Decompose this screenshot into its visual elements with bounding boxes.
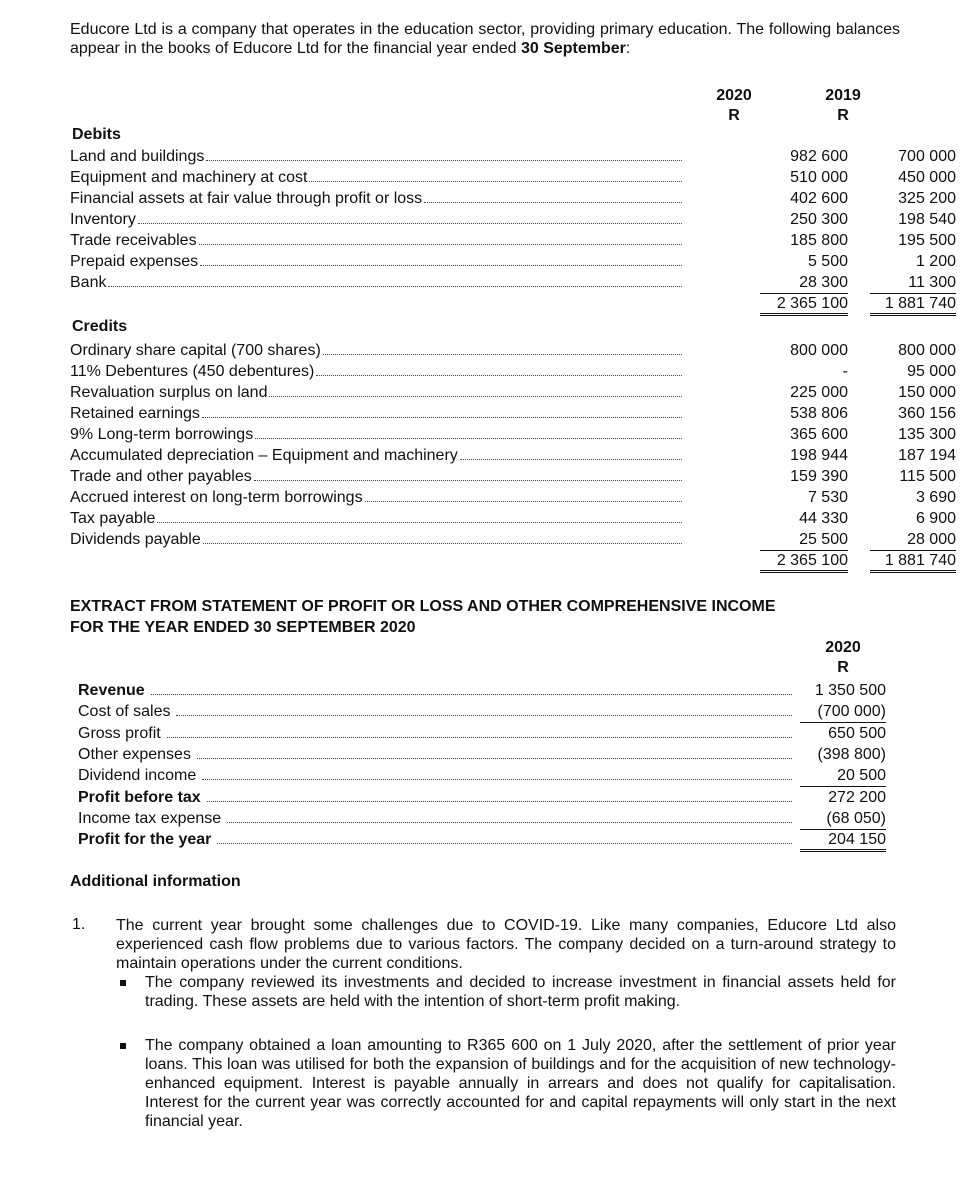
dot-leader [323, 354, 682, 355]
column-year: 2019 [825, 87, 861, 104]
extract-title [70, 596, 910, 638]
value-2019: 1 200 [915, 253, 956, 270]
extract-row [78, 680, 908, 701]
column-unit: R [728, 107, 740, 124]
row-label: Equipment and machinery at cost [70, 169, 308, 186]
intro-text: Educore Ltd is a company that operates in the education sector, providing primary education. The following balances appear in the books of Educore Ltd for the financial year ended [70, 21, 900, 57]
value-2020: 365 600 [790, 426, 848, 443]
extract-value: 204 150 [800, 829, 886, 852]
balance-row [70, 424, 956, 445]
bullet-1-text: The company reviewed its investments and decided to increase investment in financial assets held for trading. These assets are held with the intention of short-term profit making. [145, 974, 896, 1010]
row-label: Land and buildings [70, 148, 205, 165]
balance-row [70, 167, 956, 188]
balance-row [70, 272, 956, 293]
row-label: Tax payable [70, 510, 156, 527]
credits-heading: Credits [72, 318, 128, 335]
dot-leader [217, 843, 792, 844]
value-2020: 198 944 [790, 447, 848, 464]
extract-value: (700 000) [800, 701, 886, 723]
extract-label: Income tax expense [78, 810, 222, 827]
balance-row [70, 361, 956, 382]
value-2019: 325 200 [898, 190, 956, 207]
row-label: Ordinary share capital (700 shares) [70, 342, 321, 359]
row-label: Dividends payable [70, 531, 201, 548]
dot-leader [269, 396, 682, 397]
extract-value: (398 800) [817, 746, 886, 763]
balance-row [70, 340, 956, 361]
column-year: 2020 [716, 87, 752, 104]
dot-leader [460, 459, 682, 460]
balance-row [70, 230, 956, 251]
extract-row [78, 765, 908, 786]
extract-value: (68 050) [800, 808, 886, 830]
dot-leader [316, 375, 682, 376]
dot-leader [207, 801, 792, 802]
value-2020: 7 530 [807, 489, 848, 506]
value-2020: 185 800 [790, 232, 848, 249]
balance-row [70, 487, 956, 508]
value-2019: 28 000 [870, 529, 956, 551]
row-label: Revaluation surplus on land [70, 384, 268, 401]
row-label: Retained earnings [70, 405, 200, 422]
row-label: Prepaid expenses [70, 253, 199, 270]
value-2020: 25 500 [760, 529, 848, 551]
extract-label: Cost of sales [78, 703, 171, 720]
dot-leader [151, 694, 792, 695]
row-label: Bank [70, 274, 107, 291]
value-2020: 5 500 [807, 253, 848, 270]
extract-row [78, 744, 908, 765]
value-2019: 150 000 [898, 384, 956, 401]
balance-row [70, 403, 956, 424]
dot-leader [138, 223, 682, 224]
extract-year: 2020 [825, 639, 861, 656]
dot-leader [200, 265, 682, 266]
value-2019: 800 000 [898, 342, 956, 359]
value-2019: 11 300 [870, 272, 956, 294]
value-2019: 95 000 [907, 363, 956, 380]
extract-label: Gross profit [78, 725, 161, 742]
bullet-2-text: The company obtained a loan amounting to R365 600 on 1 July 2020, after the settlement of prior year loans. This loan was utilised for both the expansion of buildings and for the acquisition of new technology-enhanced equipment. Interest is payable annually in arrears and does not qualify for capitalisation. Interest for the current year was correctly accounted for and capital repayments will only start in the next financial year. [145, 1037, 896, 1130]
value-2020: 800 000 [790, 342, 848, 359]
total-2020: 2 365 100 [760, 550, 848, 573]
extract-row [78, 787, 908, 808]
value-2019: 360 156 [898, 405, 956, 422]
total-row [70, 550, 956, 571]
intro-paragraph [70, 20, 900, 58]
row-label: 9% Long-term borrowings [70, 426, 254, 443]
extract-label: Revenue [78, 682, 145, 699]
balance-row [70, 146, 956, 167]
extract-label: Profit before tax [78, 789, 201, 806]
balance-row [70, 508, 956, 529]
item-number: 1. [72, 916, 86, 933]
extract-title-line2: FOR THE YEAR ENDED 30 SEPTEMBER 2020 [70, 619, 416, 636]
value-2020: 250 300 [790, 211, 848, 228]
dot-leader [199, 244, 682, 245]
balance-row [70, 466, 956, 487]
value-2019: 115 500 [899, 468, 956, 485]
value-2020: 44 330 [799, 510, 848, 527]
row-label: Inventory [70, 211, 136, 228]
value-2019: 195 500 [898, 232, 956, 249]
dot-leader [176, 715, 792, 716]
dot-leader [255, 438, 682, 439]
balance-row [70, 445, 956, 466]
extract-title-line1: EXTRACT FROM STATEMENT OF PROFIT OR LOSS AND OTHER COMPREHENSIVE INCOME [70, 598, 776, 615]
row-label: Accrued interest on long-term borrowings [70, 489, 363, 506]
row-label: Trade and other payables [70, 468, 252, 485]
value-2020: 225 000 [790, 384, 848, 401]
value-2020: 402 600 [790, 190, 848, 207]
extract-unit: R [837, 659, 849, 676]
row-label: 11% Debentures (450 debentures) [70, 363, 315, 380]
value-2020: 538 806 [790, 405, 848, 422]
extract-label: Other expenses [78, 746, 191, 763]
extract-label: Profit for the year [78, 831, 212, 848]
extract-column-header [800, 638, 886, 678]
extract-label: Dividend income [78, 767, 197, 784]
dot-leader [202, 779, 792, 780]
column-header-2020 [690, 86, 778, 126]
value-2019: 135 300 [898, 426, 956, 443]
dot-leader [309, 181, 682, 182]
extract-value: 650 500 [828, 725, 886, 742]
balance-row [70, 209, 956, 230]
extract-row [78, 808, 908, 829]
dot-leader [202, 417, 682, 418]
dot-leader [365, 501, 682, 502]
extract-value: 1 350 500 [814, 682, 886, 699]
value-2019: 450 000 [898, 169, 956, 186]
dot-leader [203, 543, 682, 544]
value-2019: 198 540 [898, 211, 956, 228]
item-1-text: The current year brought some challenges due to COVID-19. Like many companies, Educore Ltd also experienced cash flow problems due to various factors. The company decided on a turn-around strategy to maintain operations under the current conditions. [116, 917, 896, 972]
balance-row [70, 382, 956, 403]
value-2020: 982 600 [790, 148, 848, 165]
total-row [70, 293, 956, 314]
intro-text-end: : [625, 40, 631, 57]
value-2020: 28 300 [760, 272, 848, 294]
row-label: Financial assets at fair value through profit or loss [70, 190, 423, 207]
value-2020: 510 000 [790, 169, 848, 186]
value-2019: 6 900 [915, 510, 956, 527]
additional-info-heading: Additional information [70, 873, 241, 890]
balance-row [70, 529, 956, 550]
dot-leader [167, 737, 792, 738]
total-2019: 1 881 740 [870, 550, 956, 573]
value-2020: - [842, 363, 848, 380]
value-2019: 187 194 [898, 447, 956, 464]
column-header-2019 [800, 86, 886, 126]
total-2020: 2 365 100 [760, 293, 848, 316]
extract-row [78, 829, 908, 850]
dot-leader [227, 822, 792, 823]
balance-row [70, 251, 956, 272]
dot-leader [157, 522, 682, 523]
dot-leader [206, 160, 682, 161]
intro-bold-date: 30 September [520, 40, 626, 57]
row-label: Accumulated depreciation – Equipment and machinery [70, 447, 458, 464]
dot-leader [197, 758, 792, 759]
extract-row [78, 701, 908, 722]
dot-leader [424, 202, 682, 203]
dot-leader [108, 286, 682, 287]
total-2019: 1 881 740 [870, 293, 956, 316]
extract-row [78, 723, 908, 744]
value-2020: 159 390 [790, 468, 848, 485]
bullet-icon [120, 1043, 126, 1049]
value-2019: 700 000 [898, 148, 956, 165]
debits-heading: Debits [72, 126, 121, 143]
dot-leader [254, 480, 682, 481]
row-label: Trade receivables [70, 232, 197, 249]
column-unit: R [837, 107, 849, 124]
balance-row [70, 188, 956, 209]
bullet-icon [120, 980, 126, 986]
extract-value: 20 500 [800, 765, 886, 787]
value-2019: 3 690 [915, 489, 956, 506]
extract-value: 272 200 [828, 789, 886, 806]
